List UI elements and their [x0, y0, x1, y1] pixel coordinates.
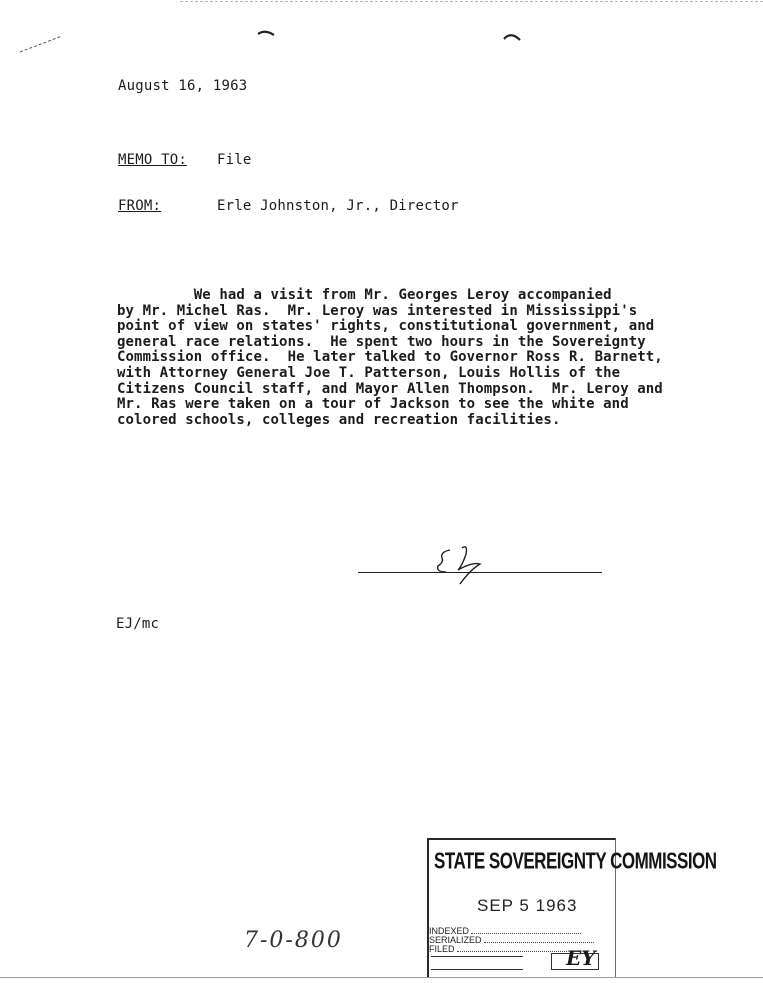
memo-to-label: MEMO TO: — [118, 152, 188, 168]
hole-punch-mark-left — [256, 28, 276, 38]
stamp-field-serialized: SERIALIZED — [429, 935, 605, 945]
stamp-handwritten-initials: EY — [566, 946, 596, 970]
stamp-title: STATE SOVEREIGNTY COMMISSION — [434, 848, 717, 874]
from-label: FROM: — [118, 198, 162, 214]
stamp-field-filed: FILED — [429, 944, 605, 954]
memo-date: August 16, 1963 — [118, 78, 248, 94]
typist-initials: EJ/mc — [116, 616, 160, 632]
from-value: Erle Johnston, Jr., Director — [217, 198, 459, 214]
scan-speck-left — [18, 33, 64, 55]
top-edge-dashes — [180, 1, 763, 2]
received-stamp — [427, 838, 717, 978]
hole-punch-mark-right — [502, 31, 522, 43]
handwritten-signature — [432, 540, 492, 590]
handwritten-file-number: 7-0-800 — [244, 928, 343, 953]
memo-to-value: File — [217, 152, 252, 168]
memo-body: We had a visit from Mr. Georges Leroy accompanied by Mr. Michel Ras. Mr. Leroy was interested in Mississippi's point of view on states' rights, constitutional government, and general race relations. He spent two hours in the Sovereignty Commission office. He later talked to Governor Ross R. Barnett, with Attorney General Joe T. Patterson, Louis Hollis of the Citizens Council staff, and Mayor Allen Thompson. Mr. Leroy and Mr. Ras were taken on a tour of Jackson to see the white and colored schools, colleges and recreation facilities. — [117, 287, 663, 428]
stamp-date: SEP 5 1963 — [477, 896, 578, 915]
bottom-edge-rule — [0, 977, 763, 978]
stamp-box-left — [431, 956, 523, 970]
stamp-field-indexed: INDEXED — [429, 926, 605, 936]
